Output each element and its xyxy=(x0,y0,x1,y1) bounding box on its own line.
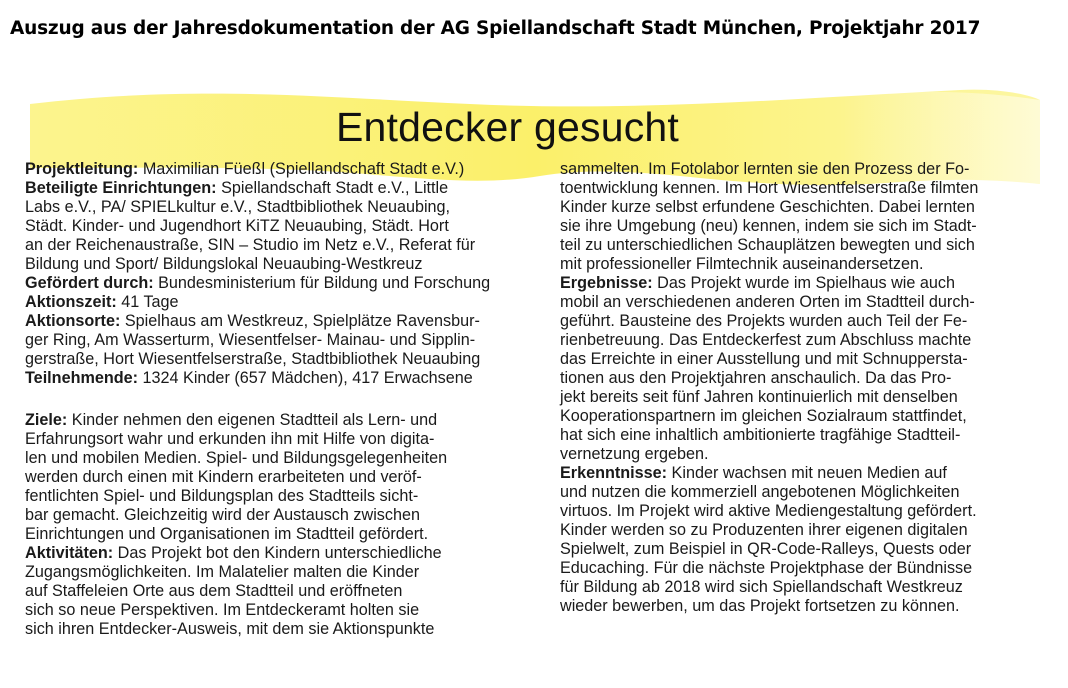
body-line: und nutzen die kommerziell angebotenen Möglichkeiten xyxy=(560,483,960,501)
body-line: rienbetreuung. Das Entdeckerfest zum Abschluss machte xyxy=(560,331,972,349)
body-line: tionen aus den Projektjahren anschaulich. Da das Pro- xyxy=(560,369,952,387)
meta-line-aktionsorte xyxy=(25,312,490,331)
meta-label: Aktionsorte: xyxy=(25,312,121,330)
body-line: toentwicklung kennen. Im Hort Wiesentfelserstraße filmten xyxy=(560,179,979,197)
meta-text-line: Labs e.V., PA/ SPIELkultur e.V., Stadtbibliothek Neuaubing, xyxy=(25,198,451,216)
body-line: Kinder kurze selbst erfundene Geschichten. Dabei lernten xyxy=(560,198,975,216)
meta-line-teilnehmende xyxy=(25,369,490,388)
meta-label: Teilnehmende: xyxy=(25,369,139,387)
body-line: sich so neue Perspektiven. Im Entdeckeramt holten sie xyxy=(25,601,420,619)
meta-text: 41 Tage xyxy=(116,293,179,311)
body-line: Spielwelt, zum Beispiel in QR-Code-Ralleys, Quests oder xyxy=(560,540,972,558)
section-label: Aktivitäten: xyxy=(25,544,114,562)
meta-label: Projektleitung: xyxy=(25,160,139,178)
meta-text-line: gerstraße, Hort Wiesentfelserstraße, Stadtbibliothek Neuaubing xyxy=(25,350,481,368)
body-line: teil zu unterschiedlichen Schauplätzen bewegten und sich xyxy=(560,236,975,254)
body-line: sammelten. Im Fotolabor lernten sie den Prozess der Fo- xyxy=(560,160,970,178)
body-line: len und mobilen Medien. Spiel- und Bildungsgelegenheiten xyxy=(25,449,448,467)
body-line: das Erreichte in einer Ausstellung und mit Schnupperstа- xyxy=(560,350,968,368)
body-line: Kooperationspartnern im gleichen Sozialraum stattfindet, xyxy=(560,407,967,425)
right-body-text xyxy=(560,160,1040,616)
meta-text: Spiellandschaft Stadt e.V., Little xyxy=(216,179,449,197)
meta-text: Bundesministerium für Bildung und Forschung xyxy=(153,274,491,292)
meta-text: Spielhaus am Westkreuz, Spielplätze Ravensbur- xyxy=(120,312,480,330)
body-line: Zugangsmöglichkeiten. Im Malatelier malten die Kinder xyxy=(25,563,420,581)
body-line: Einrichtungen und Organisationen im Stadtteil gefördert. xyxy=(25,525,429,543)
meta-text-line: Bildung und Sport/ Bildungslokal Neuaubing-Westkreuz xyxy=(25,255,423,273)
body-line: mit professioneller Filmtechnik auseinandersetzen. xyxy=(560,255,924,273)
meta-label: Beteiligte Einrichtungen: xyxy=(25,179,217,197)
meta-label: Gefördert durch: xyxy=(25,274,154,292)
paragraph-ziele xyxy=(25,411,447,430)
body-line: sie ihre Umgebung (neu) kennen, indem sie sich im Stadt- xyxy=(560,217,977,235)
body-line: auf Staffeleien Orte aus dem Stadtteil und eröffneten xyxy=(25,582,403,600)
paragraph-erkenntnisse xyxy=(560,464,1040,483)
section-label: Ergebnisse: xyxy=(560,274,653,292)
meta-text-line: ger Ring, Am Wasserturm, Wiesentfelser- Mainau- und Sipplin- xyxy=(25,331,476,349)
body-line: vernetzung ergeben. xyxy=(560,445,709,463)
meta-line-projektleitung xyxy=(25,160,490,179)
body-text: Kinder nehmen den eigenen Stadtteil als Lern- und xyxy=(67,411,438,429)
paragraph-ergebnisse xyxy=(560,274,1040,293)
project-metadata xyxy=(25,160,490,388)
body-line: bar gemacht. Gleichzeitig wird der Austausch zwischen xyxy=(25,506,420,524)
meta-text: 1324 Kinder (657 Mädchen), 417 Erwachsene xyxy=(138,369,473,387)
body-line: jekt bereits seit fünf Jahren kontinuierlich mit denselben xyxy=(560,388,958,406)
body-line: geführt. Bausteine des Projekts wurden auch Teil der Fe- xyxy=(560,312,968,330)
body-line: sich ihren Entdecker-Ausweis, mit dem sie Aktionspunkte xyxy=(25,620,435,638)
meta-line-einrichtungen xyxy=(25,179,490,198)
body-line: Kinder werden so zu Produzenten ihrer eigenen digitalen xyxy=(560,521,968,539)
body-line: virtuos. Im Projekt wird aktive Mediengestaltung gefördert. xyxy=(560,502,977,520)
left-body-text xyxy=(25,411,447,639)
body-line: wieder bewerben, um das Projekt fortsetzen zu können. xyxy=(560,597,960,615)
meta-text: Maximilian Füeßl (Spiellandschaft Stadt e.V.) xyxy=(138,160,465,178)
body-text: Kinder wachsen mit neuen Medien auf xyxy=(667,464,947,482)
document-caption: Auszug aus der Jahresdokumentation der AG Spiellandschaft Stadt München, Projektjahr 2017 xyxy=(10,18,981,39)
meta-line-gefoerdert xyxy=(25,274,490,293)
paragraph-aktivitaeten xyxy=(25,544,447,563)
body-line: Educaching. Für die nächste Projektphase der Bündnisse xyxy=(560,559,973,577)
body-line: mobil an verschiedenen anderen Orten im Stadtteil durch- xyxy=(560,293,975,311)
body-line: hat sich eine inhaltlich ambitionierte tragfähige Stadtteil- xyxy=(560,426,961,444)
meta-line-aktionszeit xyxy=(25,293,490,312)
body-line: für Bildung ab 2018 wird sich Spiellandschaft Westkreuz xyxy=(560,578,963,596)
meta-label: Aktionszeit: xyxy=(25,293,117,311)
meta-text-line: Städt. Kinder- und Jugendhort KiTZ Neuaubing, Städt. Hort xyxy=(25,217,449,235)
body-line: fentlichten Spiel- und Bildungsplan des Stadtteils sicht- xyxy=(25,487,419,505)
meta-text-line: an der Reichenaustraße, SIN – Studio im Netz e.V., Referat für xyxy=(25,236,476,254)
body-text: Das Projekt bot den Kindern unterschiedliche xyxy=(113,544,442,562)
section-label: Ziele: xyxy=(25,411,68,429)
body-line: Erfahrungsort wahr und erkunden ihn mit Hilfe von digita- xyxy=(25,430,435,448)
body-line: werden durch einen mit Kindern erarbeiteten und veröf- xyxy=(25,468,422,486)
article-title: Entdecker gesucht xyxy=(336,104,679,150)
body-text: Das Projekt wurde im Spielhaus wie auch xyxy=(652,274,955,292)
section-label: Erkenntnisse: xyxy=(560,464,668,482)
